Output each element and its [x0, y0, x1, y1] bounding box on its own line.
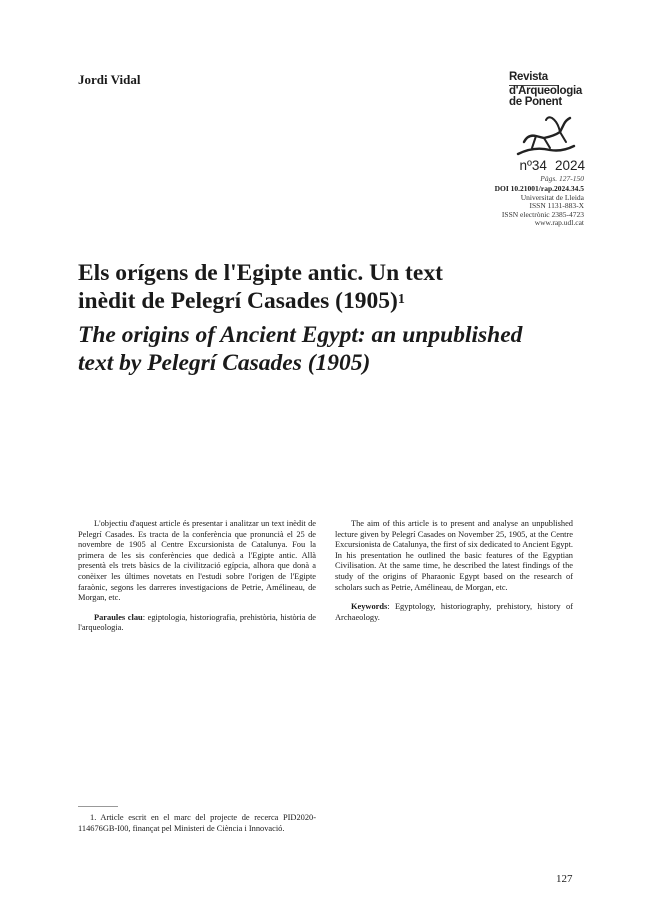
issue-number: nº34: [519, 158, 547, 173]
doi: DOI 10.21001/rap.2024.34.5: [494, 184, 584, 193]
author-name: Jordi Vidal: [78, 72, 141, 87]
title-catalan: [78, 260, 598, 315]
page-range: Pàgs. 127-150: [540, 174, 584, 183]
keywords-catalan-label: Paraules clau: [94, 612, 143, 622]
footnote-divider: [78, 806, 118, 807]
title-footnote-mark: 1: [397, 291, 405, 307]
title-english: [78, 322, 598, 377]
issn: ISSN 1131-883-X: [529, 201, 584, 211]
keywords-catalan: [78, 613, 316, 634]
journal-website: www.rap.udl.cat: [534, 218, 584, 228]
abstract-english: [335, 519, 573, 623]
journal-logo-line3: de Ponent: [509, 96, 562, 108]
issn-electronic: ISSN electrònic 2385-4723: [501, 209, 584, 219]
title-english-line2: text by Pelegrí Casades (1905): [78, 349, 371, 376]
title-catalan-line1: Els orígens de l'Egipte antic. Un text: [78, 260, 443, 286]
publisher: Universitat de Lleida: [520, 192, 584, 202]
keywords-english-list: : Egyptology, historiography, prehistory, history of Archaeology.: [335, 602, 573, 622]
keywords-english: [335, 602, 573, 623]
title-catalan-line2: inèdit de Pelegrí Casades (1905): [78, 287, 398, 314]
page-number: 127: [556, 873, 573, 885]
journal-logo-line1: Revista: [509, 71, 548, 83]
footnote: 1. Article escrit en el marc del projecte de recerca PID2020-114676GB-I00, finançat pel Ministeri de Ciència i Innovació.: [78, 813, 316, 833]
publication-metadata: [380, 185, 584, 228]
journal-logo-line2: d'Arqueologia: [509, 85, 582, 97]
issue-line: [511, 158, 585, 173]
ibex-logo-icon: [514, 112, 578, 158]
journal-logo: [509, 72, 581, 108]
keywords-english-label: Keywords: [351, 602, 388, 612]
abstract-english-text: The aim of this article is to present and analyse an unpublished lecture given by Pelegrí Casades on November 25, 1905, at the Centre Excursionista de Catalunya, the first of six dedicated to Ancient Egypt. In his presentation he outlined the basic features of the Egyptian Civilisation. At the same time, he described the latest findings of the study of the origins of Pharaonic Egypt based on the research of scholars such as Petrie, Amélineau, de Morgan, etc.: [335, 519, 573, 592]
abstract-catalan: [78, 519, 316, 634]
title-english-line1: The origins of Ancient Egypt: an unpublished: [78, 322, 523, 348]
abstract-catalan-text: L'objectiu d'aquest article és presentar i analitzar un text inèdit de Pelegrí Casades. Es tracta de la conferència que pronuncià el 25 de novembre de 1905 al Centre Excursionista de Catalunya. Fou la primera de les sis conferències que dedicà a l'Egipte antic. Allà presentà els trets bàsics de la civilització egípcia, alhora que donà a conèixer les últimes novetats en l'estudi sobre l'origen de l'Egipte faraònic, segons les darreres investigacions de Petrie, Amélineau, de Morgan, etc.: [78, 519, 316, 603]
keywords-catalan-list: : egiptologia, historiografia, prehistòria, història de l'arqueologia.: [78, 612, 317, 633]
issue-year: 2024: [554, 158, 585, 173]
